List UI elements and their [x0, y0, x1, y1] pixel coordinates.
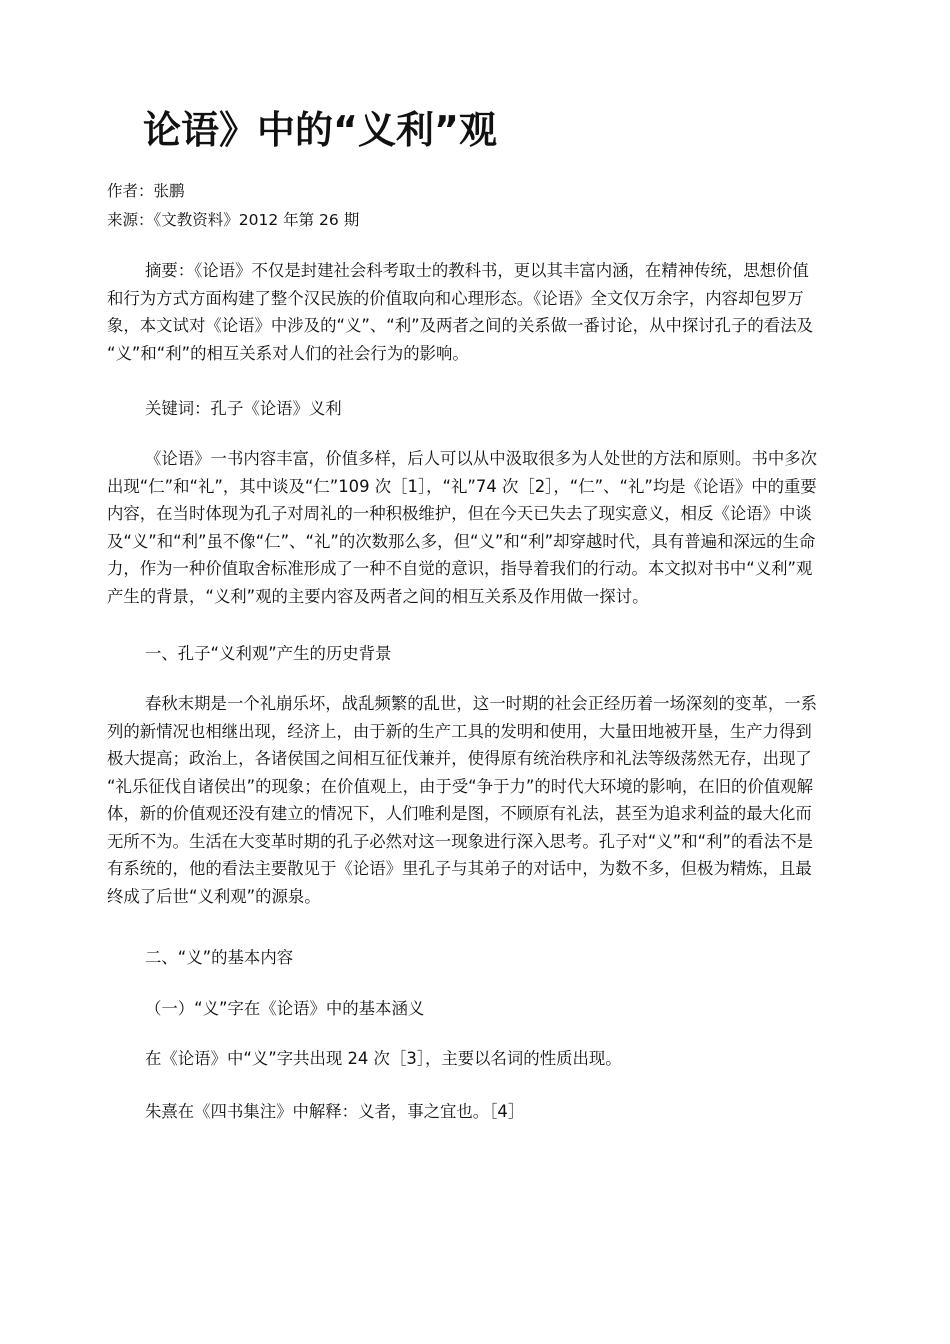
- intro-line: 出现“仁”和“礼”，其中谈及“仁”109 次［1］，“礼”74 次［2］，“仁”、“礼”均是《论语》中的重要: [107, 476, 817, 496]
- intro-line: 内容，在当时体现为孔子对周礼的一种积极维护，但在今天已失去了现实意义，相反《论语》中谈: [107, 504, 812, 523]
- section1-line: “礼乐征伐自诸侯出”的现象；在价值观上，由于受“争于力”的时代大环境的影响，在旧的价值观解: [107, 776, 813, 796]
- section1-line: 列的新情况也相继出现，经济上，由于新的生产工具的发明和使用，大量田地被开垦，生产力得到: [107, 721, 812, 741]
- section1-line: 终成了后世“义利观”的源泉。: [107, 886, 321, 906]
- section1-heading: 一、孔子“义利观”产生的历史背景: [145, 644, 392, 663]
- abstract-line: 象，本文试对《论语》中涉及的“义”、“利”及两者之间的关系做一番讨论，从中探讨孔子的看法及: [107, 316, 813, 335]
- author-line: 作者：张鹏: [107, 182, 185, 200]
- intro-line: 及“义”和“利”虽不像“仁”、“礼”的次数那么多，但“义”和“利”却穿越时代，具有普遍和深远的生命: [107, 531, 816, 551]
- abstract-line: 和行为方式方面构建了整个汉民族的价值取向和心理形态。《论语》全文仅万余字，内容却包罗万: [107, 288, 804, 308]
- section1-line: 春秋末期是一个礼崩乐坏，战乱频繁的乱世，这一时期的社会正经历着一场深刻的变革，一系: [145, 694, 818, 713]
- keywords-line: 关键词：孔子《论语》义利: [145, 399, 342, 418]
- subsection1-paragraph-1: 在《论语》中“义”字共出现 24 次［3］，主要以名词的性质出现。: [145, 1049, 622, 1068]
- intro-line: 《论语》一书内容丰富，价值多样，后人可以从中汲取很多为人处世的方法和原则。书中多次: [145, 449, 818, 468]
- section1-line: 极大提高；政治上，各诸侯国之间相互征伐兼并，使得原有统治秩序和礼法等级荡然无存，出现了: [107, 749, 812, 768]
- section1-paragraph: [107, 690, 840, 910]
- intro-line: 力，作为一种价值取舍标准形成了一种不自觉的意识，指导着我们的行动。本文拟对书中“义利”观: [107, 559, 813, 578]
- section1-line: 有系统的，他的看法主要散见于《论语》里孔子与其弟子的对话中，为数不多，但极为精炼，且最: [107, 859, 812, 878]
- abstract-line: “义”和“利”的相互关系对人们的社会行为的影响。: [107, 343, 469, 363]
- subsection1-heading: （一）“义”字在《论语》中的基本涵义: [145, 999, 425, 1018]
- abstract-line: 摘要：《论语》不仅是封建社会科考取士的教科书，更以其丰富内涵，在精神传统，思想价值: [145, 261, 809, 280]
- source-line: 来源：《文教资料》2012 年第 26 期: [107, 211, 360, 229]
- article-title: 论语》中的“义利”观: [143, 108, 497, 152]
- section2-heading: 二、“义”的基本内容: [145, 948, 294, 967]
- abstract-paragraph: [107, 257, 840, 367]
- subsection1-paragraph-2: 朱熹在《四书集注》中解释：义者，事之宜也。［4］: [145, 1102, 525, 1121]
- section1-line: 体，新的价值观还没有建立的情况下，人们唯利是图，不顾原有礼法，甚至为追求利益的最大化而: [107, 804, 812, 823]
- section1-line: 无所不为。生活在大变革时期的孔子必然对这一现象进行深入思考。孔子对“义”和“利”的看法不是: [107, 831, 813, 851]
- intro-line: 产生的背景，“义利”观的主要内容及两者之间的相互关系及作用做一探讨。: [107, 586, 649, 606]
- intro-paragraph: [107, 445, 840, 610]
